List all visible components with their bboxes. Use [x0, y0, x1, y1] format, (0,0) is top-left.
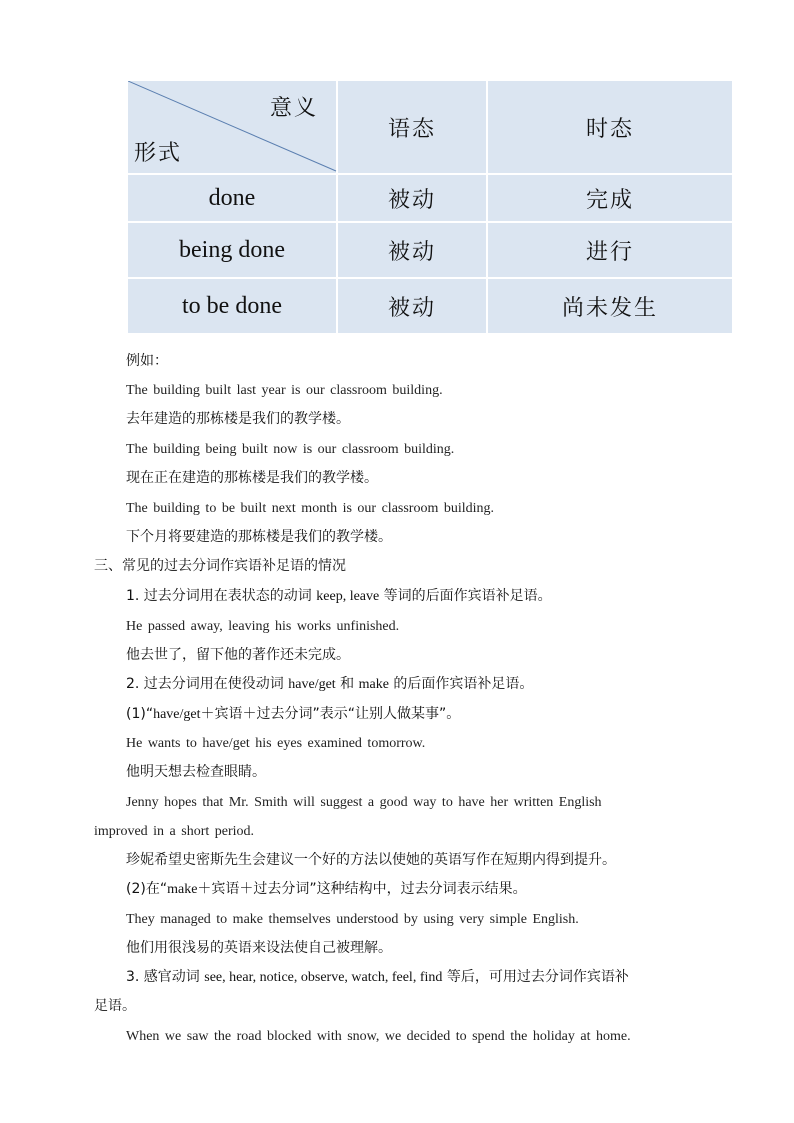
row-form: done [127, 174, 337, 222]
example-2-en: The building being built now is our classroom building. [126, 442, 455, 457]
point-2: 2. 过去分词用在使役动词 have/get 和 make 的后面作宾语补足语。 [126, 676, 534, 692]
row-tense: 尚未发生 [487, 278, 733, 334]
header-meaning: 意义 [269, 96, 318, 121]
example-1-zh: 去年建造的那栋楼是我们的教学楼。 [126, 411, 350, 427]
table-row [127, 278, 733, 334]
point-2-1: (1)“have/get＋宾语＋过去分词”表示“让别人做某事”。 [126, 706, 461, 722]
example-6-en-line-1: Jenny hopes that Mr. Smith will suggest a good way to have her written English [126, 795, 602, 810]
example-5-en: He wants to have/get his eyes examined tomorrow. [126, 736, 426, 751]
example-6-zh: 珍妮希望史密斯先生会建议一个好的方法以使她的英语写作在短期内得到提升。 [126, 852, 616, 868]
example-4-zh: 他去世了，留下他的著作还未完成。 [126, 647, 350, 663]
header-tense: 时态 [487, 80, 733, 174]
example-4-en: He passed away, leaving his works unfinished. [126, 619, 400, 634]
row-form: to be done [127, 278, 337, 334]
diagonal-header-cell [127, 80, 337, 174]
row-voice: 被动 [337, 174, 487, 222]
example-2-zh: 现在正在建造的那栋楼是我们的教学楼。 [126, 470, 378, 486]
example-5-zh: 他明天想去检查眼睛。 [126, 764, 266, 780]
row-voice: 被动 [337, 222, 487, 278]
point-2-2: (2)在“make＋宾语＋过去分词”这种结构中，过去分词表示结果。 [126, 881, 527, 897]
header-voice: 语态 [337, 80, 487, 174]
header-form: 形式 [134, 141, 183, 166]
example-7-en: They managed to make themselves understood by using very simple English. [126, 912, 579, 927]
table-row [127, 174, 733, 222]
section-3-title: 三、常见的过去分词作宾语补足语的情况 [94, 558, 346, 574]
example-7-zh: 他们用很浅易的英语来设法使自己被理解。 [126, 940, 392, 956]
point-1: 1. 过去分词用在表状态的动词 keep, leave 等词的后面作宾语补足语。 [126, 588, 552, 604]
example-label: 例如： [126, 353, 168, 369]
example-8-en: When we saw the road blocked with snow, we decided to spend the holiday at home. [126, 1029, 631, 1044]
point-3-line-2: 足语。 [94, 998, 136, 1014]
example-3-zh: 下个月将要建造的那栋楼是我们的教学楼。 [126, 529, 392, 545]
example-6-en-line-2: improved in a short period. [94, 824, 255, 839]
table-header-row [127, 80, 733, 174]
row-tense: 完成 [487, 174, 733, 222]
point-3-line-1: 3. 感官动词 see, hear, notice, observe, watch, feel, find 等后，可用过去分词作宾语补 [126, 969, 629, 985]
example-1-en: The building built last year is our classroom building. [126, 383, 443, 398]
row-tense: 进行 [487, 222, 733, 278]
table-row [127, 222, 733, 278]
example-3-en: The building to be built next month is our classroom building. [126, 501, 495, 516]
participle-table [126, 79, 734, 335]
row-voice: 被动 [337, 278, 487, 334]
row-form: being done [127, 222, 337, 278]
